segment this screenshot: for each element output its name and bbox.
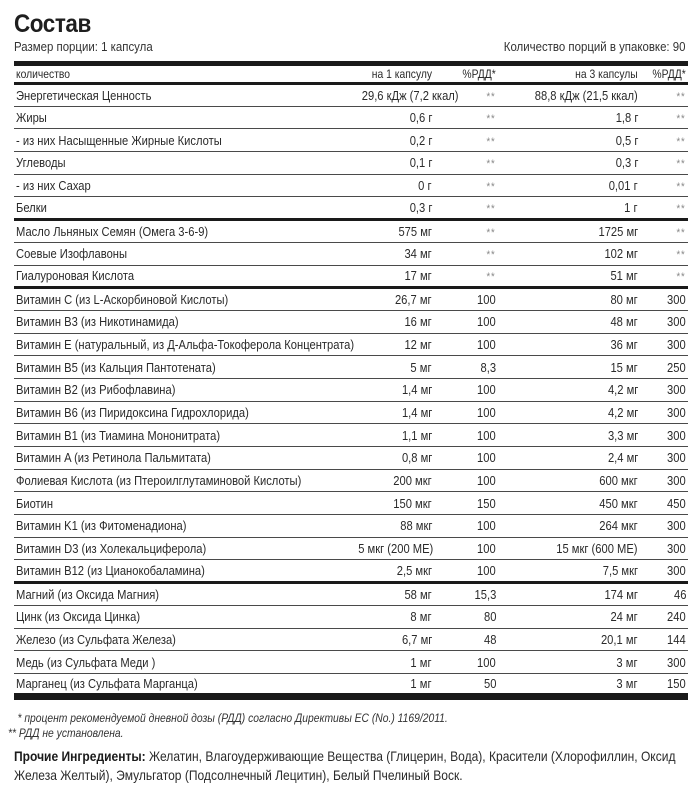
amount-per-1-capsule: 6,7 мг <box>344 628 434 651</box>
amount-per-1-capsule: 1,1 мг <box>344 424 434 447</box>
table-row <box>14 492 688 515</box>
servings-per-container: Количество порций в упаковке: 90 <box>504 39 686 54</box>
rda-percent-3: 300 <box>640 288 688 311</box>
rda-percent-1: ** <box>434 84 512 107</box>
amount-per-1-capsule: 575 мг <box>344 220 434 243</box>
rda-percent-1: 80 <box>434 605 512 628</box>
table-header-row <box>14 64 688 84</box>
amount-per-3-capsules: 2,4 мг <box>512 447 640 470</box>
nutrient-name: Витамин B3 (из Никотинамида) <box>14 310 344 333</box>
nutrient-name: Белки <box>14 197 344 220</box>
amount-per-3-capsules: 1,8 г <box>512 106 640 129</box>
other-ingredients-text: Желатин, Влагоудерживающие Вещества (Глицерин, Вода), Красители (Хлорофиллин, Оксид Железа Желтый), Эмульгатор (Подсолнечный Лецитин), Белый Пчелиный Воск. <box>14 748 676 783</box>
rda-percent-3: 250 <box>640 356 688 379</box>
nutrient-name: Гиалуроновая Кислота <box>14 265 344 288</box>
amount-per-1-capsule: 2,5 мкг <box>344 560 434 583</box>
rda-percent-3: ** <box>640 129 688 152</box>
amount-per-1-capsule: 8 мг <box>344 605 434 628</box>
amount-per-3-capsules: 7,5 мкг <box>512 560 640 583</box>
rda-percent-1: 100 <box>434 310 512 333</box>
rda-percent-3: ** <box>640 265 688 288</box>
table-row <box>14 651 688 674</box>
amount-per-3-capsules: 15 мкг (600 МЕ) <box>512 537 640 560</box>
nutrient-name: Биотин <box>14 492 344 515</box>
amount-per-3-capsules: 0,3 г <box>512 152 640 175</box>
rda-percent-3: 450 <box>640 492 688 515</box>
serving-size: Размер порции: 1 капсула <box>14 39 153 54</box>
rda-percent-3: 240 <box>640 605 688 628</box>
amount-per-3-capsules: 48 мг <box>512 310 640 333</box>
nutrient-name: Витамин B2 (из Рибофлавина) <box>14 378 344 401</box>
amount-per-3-capsules: 174 мг <box>512 583 640 606</box>
nutrient-name: Магний (из Оксида Магния) <box>14 583 344 606</box>
amount-per-3-capsules: 3,3 мг <box>512 424 640 447</box>
amount-per-1-capsule: 0,2 г <box>344 129 434 152</box>
footnote-rda: * процент рекомендуемой дневной дозы (РДД) согласно Директивы ЕС (No.) 1169/2011. <box>17 711 448 725</box>
table-row <box>14 424 688 447</box>
rda-percent-1: 150 <box>434 492 512 515</box>
footnote-not-established: ** РДД не установлена. <box>8 726 124 740</box>
rda-percent-1: 8,3 <box>434 356 512 379</box>
nutrient-name: Витамин A (из Ретинола Пальмитата) <box>14 447 344 470</box>
rda-percent-1: 15,3 <box>434 583 512 606</box>
rda-percent-1: ** <box>434 220 512 243</box>
amount-per-1-capsule: 29,6 кДж (7,2 ккал) <box>344 84 434 107</box>
amount-per-1-capsule: 1,4 мг <box>344 401 434 424</box>
table-row <box>14 401 688 424</box>
table-row <box>14 265 688 288</box>
table-row <box>14 152 688 175</box>
rda-percent-3: ** <box>640 220 688 243</box>
other-ingredients-label: Прочие Ингредиенты: <box>14 748 146 764</box>
rda-percent-3: ** <box>640 242 688 265</box>
table-row <box>14 129 688 152</box>
amount-per-1-capsule: 5 мг <box>344 356 434 379</box>
amount-per-3-capsules: 102 мг <box>512 242 640 265</box>
amount-per-3-capsules: 0,01 г <box>512 174 640 197</box>
amount-per-1-capsule: 1,4 мг <box>344 378 434 401</box>
rda-percent-3: 150 <box>640 673 688 696</box>
amount-per-3-capsules: 0,5 г <box>512 129 640 152</box>
amount-per-3-capsules: 88,8 кДж (21,5 ккал) <box>512 84 640 107</box>
amount-per-1-capsule: 5 мкг (200 МЕ) <box>344 537 434 560</box>
table-row <box>14 84 688 107</box>
rda-percent-3: 300 <box>640 401 688 424</box>
nutrient-name: Витамин B5 (из Кальция Пантотената) <box>14 356 344 379</box>
amount-per-3-capsules: 3 мг <box>512 673 640 696</box>
rda-percent-3: ** <box>640 197 688 220</box>
rda-percent-1: 50 <box>434 673 512 696</box>
nutrient-name: - из них Сахар <box>14 174 344 197</box>
rda-percent-3: ** <box>640 106 688 129</box>
rda-percent-1: 48 <box>434 628 512 651</box>
rda-percent-3: 300 <box>640 447 688 470</box>
nutrient-name: Масло Льняных Семян (Омега 3-6-9) <box>14 220 344 243</box>
table-row <box>14 537 688 560</box>
amount-per-1-capsule: 1 мг <box>344 673 434 696</box>
table-row <box>14 378 688 401</box>
page-title: Состав <box>14 10 91 38</box>
amount-per-3-capsules: 24 мг <box>512 605 640 628</box>
nutrient-name: Витамин C (из L-Аскорбиновой Кислоты) <box>14 288 344 311</box>
col-header-per-3-capsules: на 3 капсулы <box>512 64 640 84</box>
table-row <box>14 197 688 220</box>
amount-per-1-capsule: 88 мкг <box>344 515 434 538</box>
rda-percent-3: 144 <box>640 628 688 651</box>
nutrient-name: Медь (из Сульфата Меди ) <box>14 651 344 674</box>
rda-percent-1: ** <box>434 197 512 220</box>
amount-per-1-capsule: 12 мг <box>344 333 434 356</box>
amount-per-1-capsule: 0 г <box>344 174 434 197</box>
rda-percent-1: ** <box>434 129 512 152</box>
amount-per-3-capsules: 36 мг <box>512 333 640 356</box>
table-row <box>14 174 688 197</box>
nutrient-name: Витамин E (натуральный, из Д-Альфа-Токоферола Концентрата) <box>14 333 344 356</box>
amount-per-1-capsule: 0,1 г <box>344 152 434 175</box>
nutrient-name: Витамин K1 (из Фитоменадиона) <box>14 515 344 538</box>
amount-per-1-capsule: 58 мг <box>344 583 434 606</box>
amount-per-3-capsules: 80 мг <box>512 288 640 311</box>
rda-percent-3: 300 <box>640 424 688 447</box>
nutrient-name: Цинк (из Оксида Цинка) <box>14 605 344 628</box>
amount-per-3-capsules: 450 мкг <box>512 492 640 515</box>
rda-percent-1: 100 <box>434 537 512 560</box>
table-row <box>14 333 688 356</box>
rda-percent-3: 300 <box>640 537 688 560</box>
rda-percent-1: 100 <box>434 378 512 401</box>
nutrient-name: Железо (из Сульфата Железа) <box>14 628 344 651</box>
rda-percent-3: ** <box>640 84 688 107</box>
rda-percent-3: 300 <box>640 378 688 401</box>
rda-percent-1: ** <box>434 265 512 288</box>
amount-per-3-capsules: 1725 мг <box>512 220 640 243</box>
nutrient-name: Витамин D3 (из Холекальциферола) <box>14 537 344 560</box>
nutrient-name: Витамин B1 (из Тиамина Мононитрата) <box>14 424 344 447</box>
amount-per-3-capsules: 3 мг <box>512 651 640 674</box>
amount-per-1-capsule: 150 мкг <box>344 492 434 515</box>
amount-per-1-capsule: 200 мкг <box>344 469 434 492</box>
rda-percent-3: 300 <box>640 651 688 674</box>
table-row <box>14 447 688 470</box>
nutrient-name: Витамин B6 (из Пиридоксина Гидрохлорида) <box>14 401 344 424</box>
rda-percent-3: ** <box>640 174 688 197</box>
nutrient-name: Энергетическая Ценность <box>14 84 344 107</box>
table-row <box>14 673 688 696</box>
nutrient-name: Марганец (из Сульфата Марганца) <box>14 673 344 696</box>
col-header-rda-3: %РДД* <box>640 64 688 84</box>
rda-percent-3: 300 <box>640 333 688 356</box>
col-header-rda-1: %РДД* <box>434 64 512 84</box>
rda-percent-1: 100 <box>434 288 512 311</box>
table-row <box>14 469 688 492</box>
table-row <box>14 242 688 265</box>
col-header-amount: количество <box>14 64 344 84</box>
nutrient-name: Фолиевая Кислота (из Птероилглутаминовой Кислоты) <box>14 469 344 492</box>
amount-per-1-capsule: 34 мг <box>344 242 434 265</box>
nutrient-name: Жиры <box>14 106 344 129</box>
amount-per-1-capsule: 0,3 г <box>344 197 434 220</box>
amount-per-3-capsules: 1 г <box>512 197 640 220</box>
nutrient-name: - из них Насыщенные Жирные Кислоты <box>14 129 344 152</box>
rda-percent-3: 300 <box>640 515 688 538</box>
amount-per-1-capsule: 16 мг <box>344 310 434 333</box>
rda-percent-3: 300 <box>640 310 688 333</box>
nutrient-name: Соевые Изофлавоны <box>14 242 344 265</box>
amount-per-3-capsules: 20,1 мг <box>512 628 640 651</box>
amount-per-3-capsules: 600 мкг <box>512 469 640 492</box>
rda-percent-1: 100 <box>434 333 512 356</box>
amount-per-1-capsule: 0,6 г <box>344 106 434 129</box>
rda-percent-1: 100 <box>434 447 512 470</box>
amount-per-3-capsules: 51 мг <box>512 265 640 288</box>
nutrient-name: Углеводы <box>14 152 344 175</box>
table-row <box>14 288 688 311</box>
amount-per-3-capsules: 264 мкг <box>512 515 640 538</box>
rda-percent-1: 100 <box>434 424 512 447</box>
table-row <box>14 628 688 651</box>
table-row <box>14 605 688 628</box>
amount-per-1-capsule: 1 мг <box>344 651 434 674</box>
rda-percent-1: 100 <box>434 651 512 674</box>
rda-percent-1: 100 <box>434 515 512 538</box>
rda-percent-3: 300 <box>640 560 688 583</box>
rda-percent-1: ** <box>434 242 512 265</box>
serving-info <box>14 39 688 57</box>
amount-per-3-capsules: 4,2 мг <box>512 401 640 424</box>
amount-per-3-capsules: 15 мг <box>512 356 640 379</box>
table-row <box>14 583 688 606</box>
amount-per-3-capsules: 4,2 мг <box>512 378 640 401</box>
nutrition-table <box>14 61 688 700</box>
rda-percent-1: 100 <box>434 560 512 583</box>
table-row <box>14 106 688 129</box>
table-row <box>14 220 688 243</box>
rda-percent-1: ** <box>434 106 512 129</box>
rda-percent-3: ** <box>640 152 688 175</box>
table-row <box>14 356 688 379</box>
table-row <box>14 560 688 583</box>
footer <box>8 711 694 785</box>
rda-percent-3: 300 <box>640 469 688 492</box>
amount-per-1-capsule: 26,7 мг <box>344 288 434 311</box>
amount-per-1-capsule: 17 мг <box>344 265 434 288</box>
nutrient-name: Витамин B12 (из Цианокобаламина) <box>14 560 344 583</box>
amount-per-1-capsule: 0,8 мг <box>344 447 434 470</box>
other-ingredients <box>14 747 693 785</box>
rda-percent-1: ** <box>434 174 512 197</box>
table-row <box>14 310 688 333</box>
rda-percent-1: 100 <box>434 401 512 424</box>
table-row <box>14 515 688 538</box>
col-header-per-1-capsule: на 1 капсулу <box>344 64 434 84</box>
rda-percent-1: 100 <box>434 469 512 492</box>
rda-percent-3: 46 <box>640 583 688 606</box>
rda-percent-1: ** <box>434 152 512 175</box>
